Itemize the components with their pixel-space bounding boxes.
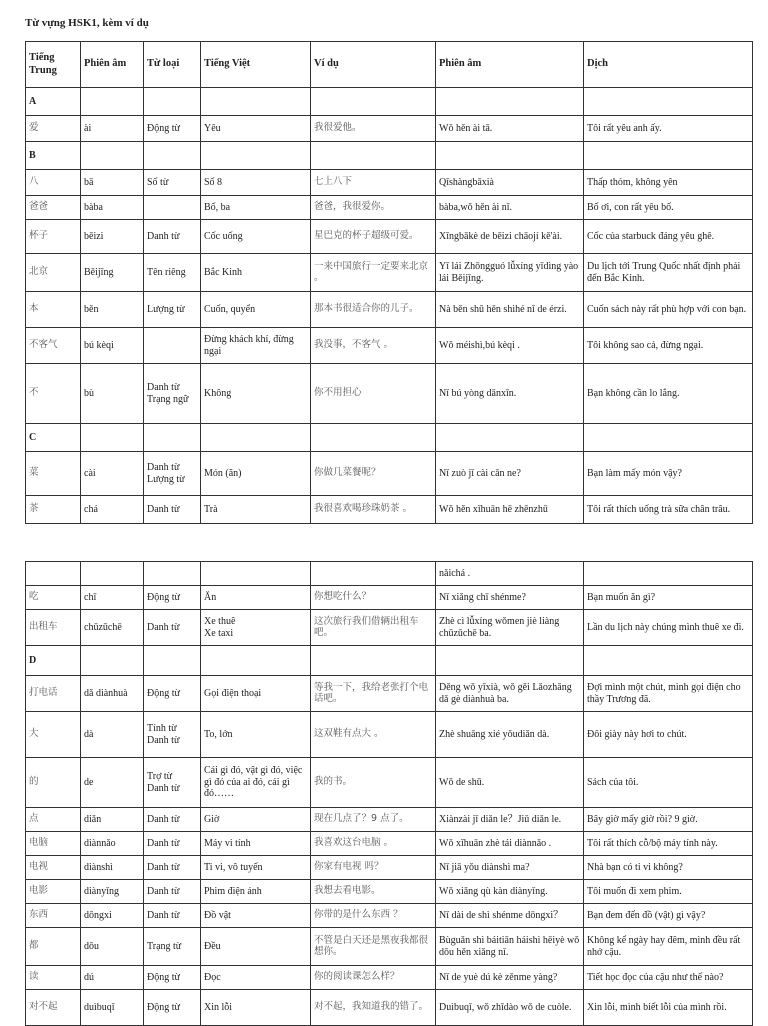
empty-cell [144,88,201,116]
example-pinyin-cell: Zhè cì lǚxíng wǒmen jiè liàng chūzūchē ba. [436,610,584,646]
vietnamese-cell: Cốc uống [201,220,311,254]
vocab-table-1 [25,41,753,524]
empty-cell [311,424,436,452]
chinese-cell: 对不起 [26,990,81,1026]
vietnamese-cell-line: Xe taxi [204,627,234,639]
translation-cell: Tôi muốn đi xem phim. [584,880,753,904]
vocab-row [26,676,753,712]
vietnamese-cell: Số 8 [201,170,311,196]
pinyin-cell: bēizi [81,220,144,254]
vietnamese-cell: Đọc [201,966,311,990]
vietnamese-cell: Ăn [201,586,311,610]
example-cell: 你不用担心 [311,364,436,424]
chinese-cell: 爸爸 [26,196,81,220]
pinyin-cell: ài [81,116,144,142]
page-title: Từ vựng HSK1, kèm ví dụ [25,17,149,29]
vocab-table-2-body [26,562,753,1026]
empty-cell [144,424,201,452]
translation-cell: Bạn đem đến đồ (vật) gì vậy? [584,904,753,928]
vocab-row [26,452,753,496]
translation-cell: Không kể ngày hay đêm, mình đều rất nhớ cậu. [584,928,753,966]
word-type-cell [144,712,201,758]
example-cell: 爸爸，我很爱你。 [311,196,436,220]
empty-cell [584,88,753,116]
word-type-cell-line: Tính từ [147,723,177,734]
vietnamese-cell: Ti vi, vô tuyến [201,856,311,880]
vocab-row [26,904,753,928]
translation-cell: Lần du lịch này chúng mình thuê xe đi. [584,610,753,646]
translation-cell: Xin lỗi, mình biết lỗi của mình rồi. [584,990,753,1026]
empty-cell [311,646,436,676]
vocab-row [26,220,753,254]
vocab-row [26,610,753,646]
vietnamese-cell: Trà [201,496,311,524]
empty-cell [584,424,753,452]
vocab-table-1-body [26,88,753,524]
translation-cell: Tôi rất thích cỗ/bộ máy tính này. [584,832,753,856]
vocab-row [26,966,753,990]
vietnamese-cell: Không [201,364,311,424]
example-cell: 一来中国旅行一定要来北京 。 [311,254,436,292]
vocab-row [26,196,753,220]
example-cell: 等我一下，我给老张打个电话吧。 [311,676,436,712]
pinyin-cell: dōu [81,928,144,966]
vocab-row [26,832,753,856]
word-type-cell: Danh từ [144,220,201,254]
vietnamese-cell: Phim điện ảnh [201,880,311,904]
example-pinyin-cell: Nǐ jiā yǒu diànshì ma? [436,856,584,880]
empty-cell [311,142,436,170]
example-cell [311,562,436,586]
empty-cell [81,142,144,170]
example-cell: 这双鞋有点大 。 [311,712,436,758]
vietnamese-cell: Món (ăn) [201,452,311,496]
word-type-cell: Danh từ [144,496,201,524]
pinyin-cell: chá [81,496,144,524]
example-pinyin-cell: Xīngbākè de bēizi chāojí kě'ài. [436,220,584,254]
chinese-cell: 菜 [26,452,81,496]
vocab-row [26,808,753,832]
pinyin-cell: běn [81,292,144,328]
vietnamese-cell: To, lớn [201,712,311,758]
empty-cell [201,424,311,452]
word-type-cell: Động từ [144,966,201,990]
header-translation: Dịch [584,42,753,88]
example-pinyin-cell: nǎichá . [436,562,584,586]
pinyin-cell: diànyǐng [81,880,144,904]
example-pinyin-cell: Zhè shuāng xié yǒudiǎn dà. [436,712,584,758]
empty-cell [81,646,144,676]
pinyin-cell: bàba [81,196,144,220]
chinese-cell: 点 [26,808,81,832]
empty-cell [201,646,311,676]
example-cell: 不管是白天还是黑夜我都很想你。 [311,928,436,966]
chinese-cell: 读 [26,966,81,990]
word-type-cell-line: Lượng từ [147,473,185,485]
empty-cell [144,646,201,676]
word-type-cell [144,758,201,808]
translation-cell: Bây giờ mấy giờ rồi? 9 giờ. [584,808,753,832]
example-cell: 我想去看电影。 [311,880,436,904]
header-chinese: Tiếng Trung [26,42,81,88]
example-cell: 你想吃什么？ [311,586,436,610]
word-type-cell: Danh từ [144,832,201,856]
word-type-cell: Danh từ [144,904,201,928]
vietnamese-cell: Yêu [201,116,311,142]
vietnamese-cell: Bắc Kinh [201,254,311,292]
translation-cell: Du lịch tới Trung Quốc nhất định phải đến Bắc Kinh. [584,254,753,292]
empty-cell [144,142,201,170]
empty-cell [436,646,584,676]
translation-cell: Tôi rất yêu anh ấy. [584,116,753,142]
letter-section-row [26,646,753,676]
word-type-cell [144,196,201,220]
example-pinyin-cell: Nǐ xiǎng chī shénme? [436,586,584,610]
header-example: Ví dụ [311,42,436,88]
example-pinyin-cell: Xiànzài jǐ diǎn le？Jiǔ diǎn le. [436,808,584,832]
chinese-cell: 都 [26,928,81,966]
chinese-cell: 吃 [26,586,81,610]
vietnamese-cell: Cuốn, quyển [201,292,311,328]
example-pinyin-cell: Wǒ xiǎng qù kàn diànyǐng. [436,880,584,904]
example-cell: 这次旅行我们借辆出租车吧。 [311,610,436,646]
vocab-row [26,292,753,328]
example-cell: 现在几点了？9 点了。 [311,808,436,832]
word-type-cell: Số từ [144,170,201,196]
empty-cell [584,646,753,676]
example-pinyin-cell: Wǒ méishì,bú kèqi . [436,328,584,364]
pinyin-cell [81,562,144,586]
chinese-cell: 的 [26,758,81,808]
translation-cell: Cuốn sách này rất phù hợp với con bạn. [584,292,753,328]
vietnamese-cell: Đồ vật [201,904,311,928]
empty-cell [436,142,584,170]
word-type-cell: Tên riêng [144,254,201,292]
word-type-cell-line: Trợ từ [147,771,173,782]
word-type-cell-line: Danh từ [147,382,180,393]
example-pinyin-cell: Nǐ de yuè dú kè zěnme yàng? [436,966,584,990]
translation-cell: Tôi rất thích uống trà sữa chân trâu. [584,496,753,524]
empty-cell [201,88,311,116]
translation-cell: Nhà bạn có ti vi không? [584,856,753,880]
chinese-cell: 打电话 [26,676,81,712]
translation-cell: Đợi mình một chút, mình gọi điện cho thầy Trương đã. [584,676,753,712]
vocab-row [26,880,753,904]
example-cell: 我喜欢这台电脑 。 [311,832,436,856]
word-type-cell: Danh từ [144,610,201,646]
example-pinyin-cell: Děng wǒ yīxià, wǒ gěi Lǎozhāng dǎ gè diànhuà ba. [436,676,584,712]
example-cell: 你家有电视 吗？ [311,856,436,880]
translation-cell: Sách của tôi. [584,758,753,808]
vietnamese-cell: Đừng khách khí, đừng ngại [201,328,311,364]
example-pinyin-cell: Nǐ dài de shì shénme dōngxi？ [436,904,584,928]
translation-cell: Bạn làm mấy món vậy? [584,452,753,496]
example-cell: 我没事，不客气 。 [311,328,436,364]
word-type-cell-line: Danh từ [147,734,180,746]
vietnamese-cell [201,610,311,646]
example-cell: 我很喜欢喝珍珠奶茶 。 [311,496,436,524]
example-cell: 那本书很适合你的儿子。 [311,292,436,328]
example-cell: 你做几菜餐呢？ [311,452,436,496]
translation-cell: Bố ơi, con rất yêu bố. [584,196,753,220]
empty-cell [436,88,584,116]
word-type-cell [144,364,201,424]
vietnamese-cell: Máy vi tính [201,832,311,856]
example-cell: 星巴克的杯子超级可爱。 [311,220,436,254]
chinese-cell: 爱 [26,116,81,142]
vietnamese-cell: Đều [201,928,311,966]
chinese-cell: 不 [26,364,81,424]
example-pinyin-cell: Qīshàngbāxià [436,170,584,196]
translation-cell: Cốc của starbuck đáng yêu ghê. [584,220,753,254]
header-pinyin: Phiên âm [81,42,144,88]
example-pinyin-cell: bàba,wǒ hěn ài nǐ. [436,196,584,220]
vocab-row [26,758,753,808]
vocab-row [26,586,753,610]
vocab-row [26,928,753,966]
vocab-row [26,170,753,196]
header-word-type: Từ loại [144,42,201,88]
example-pinyin-cell: Nǐ bú yòng dānxīn. [436,364,584,424]
vocab-row [26,116,753,142]
example-pinyin-cell: Nǐ zuò jǐ cài cān ne? [436,452,584,496]
chinese-cell: 电视 [26,856,81,880]
example-cell: 我的书。 [311,758,436,808]
word-type-cell: Động từ [144,116,201,142]
translation-cell: Bạn không cần lo lắng. [584,364,753,424]
vocab-row [26,856,753,880]
vietnamese-cell: Giờ [201,808,311,832]
word-type-cell: Lượng từ [144,292,201,328]
example-cell: 对不起，我知道我的错了。 [311,990,436,1026]
vocab-row [26,712,753,758]
translation-cell: Đôi giày này hơi to chút. [584,712,753,758]
header-vietnamese: Tiếng Việt [201,42,311,88]
word-type-cell-line: Trạng ngữ [147,393,189,405]
word-type-cell: Danh từ [144,880,201,904]
chinese-cell: 东西 [26,904,81,928]
pinyin-cell: diǎn [81,808,144,832]
example-pinyin-cell: Wǒ hěn ài tā. [436,116,584,142]
chinese-cell: 杯子 [26,220,81,254]
vocab-row [26,990,753,1026]
letter-section-row [26,88,753,116]
vocab-row [26,328,753,364]
example-pinyin-cell: Wǒ xǐhuān zhè tái diànnǎo . [436,832,584,856]
empty-cell [311,88,436,116]
example-pinyin-cell: Nà běn shū hěn shìhé nǐ de érzi. [436,292,584,328]
word-type-cell-line: Danh từ [147,782,180,794]
pinyin-cell: dōngxi [81,904,144,928]
empty-cell [584,142,753,170]
letter-section-row [26,142,753,170]
word-type-cell: Trạng từ [144,928,201,966]
pinyin-cell: dà [81,712,144,758]
section-letter: A [26,88,81,116]
vietnamese-cell: Xin lỗi [201,990,311,1026]
vocab-row [26,364,753,424]
pinyin-cell: diànnǎo [81,832,144,856]
word-type-cell: Danh từ [144,856,201,880]
chinese-cell: 电脑 [26,832,81,856]
pinyin-cell: dú [81,966,144,990]
word-type-cell [144,452,201,496]
word-type-cell: Động từ [144,586,201,610]
chinese-cell: 大 [26,712,81,758]
word-type-cell-line: Danh từ [147,462,180,473]
pinyin-cell: chī [81,586,144,610]
empty-cell [81,88,144,116]
chinese-cell: 不客气 [26,328,81,364]
vocab-table-2 [25,561,753,1026]
pinyin-cell: dǎ diànhuà [81,676,144,712]
section-letter: C [26,424,81,452]
pinyin-cell: cài [81,452,144,496]
vietnamese-cell: Gọi điện thoại [201,676,311,712]
example-cell: 我很爱他。 [311,116,436,142]
section-letter: D [26,646,81,676]
pinyin-cell: de [81,758,144,808]
word-type-cell: Động từ [144,676,201,712]
chinese-cell: 八 [26,170,81,196]
example-cell: 七上八下 [311,170,436,196]
empty-cell [81,424,144,452]
chinese-cell: 茶 [26,496,81,524]
chinese-cell: 北京 [26,254,81,292]
pinyin-cell: duìbuqǐ [81,990,144,1026]
empty-cell [436,424,584,452]
word-type-cell: Động từ [144,990,201,1026]
example-pinyin-cell: Wǒ hěn xǐhuān hē zhēnzhū [436,496,584,524]
example-pinyin-cell: Yī lái Zhōngguó lǚxíng yīdìng yào lái Běijīng. [436,254,584,292]
translation-cell: Bạn muốn ăn gì? [584,586,753,610]
chinese-cell: 出租车 [26,610,81,646]
pinyin-cell: Běijīng [81,254,144,292]
vocab-row [26,562,753,586]
vietnamese-cell [201,562,311,586]
example-pinyin-cell: Wǒ de shū. [436,758,584,808]
vietnamese-cell: Cái gì đó, vật gì đó, việc gì đó của ai đó, cái gì đó…… [201,758,311,808]
example-cell: 你的阅读课怎么样？ [311,966,436,990]
pinyin-cell: bā [81,170,144,196]
vietnamese-cell-line: Xe thuê [204,616,236,627]
word-type-cell [144,562,201,586]
header-example-pinyin: Phiên âm [436,42,584,88]
chinese-cell: 本 [26,292,81,328]
chinese-cell: 电影 [26,880,81,904]
letter-section-row [26,424,753,452]
translation-cell: Tôi không sao cả, đừng ngại. [584,328,753,364]
pinyin-cell: chūzūchē [81,610,144,646]
translation-cell [584,562,753,586]
word-type-cell [144,328,201,364]
example-pinyin-cell: Duìbuqǐ, wǒ zhīdào wǒ de cuòle. [436,990,584,1026]
word-type-cell: Danh từ [144,808,201,832]
header-row [26,42,753,88]
pinyin-cell: bú kèqi [81,328,144,364]
example-cell: 你带的是什么东西 ？ [311,904,436,928]
translation-cell: Tiết học đọc của cậu như thế nào? [584,966,753,990]
example-pinyin-cell: Bùguǎn shì báitiān háishì hēiyè wǒ dōu hěn xiǎng nǐ. [436,928,584,966]
pinyin-cell: bù [81,364,144,424]
chinese-cell [26,562,81,586]
vocab-row [26,496,753,524]
vocab-row [26,254,753,292]
pinyin-cell: diànshì [81,856,144,880]
section-letter: B [26,142,81,170]
translation-cell: Thấp thỏm, không yên [584,170,753,196]
vietnamese-cell: Bố, ba [201,196,311,220]
empty-cell [201,142,311,170]
